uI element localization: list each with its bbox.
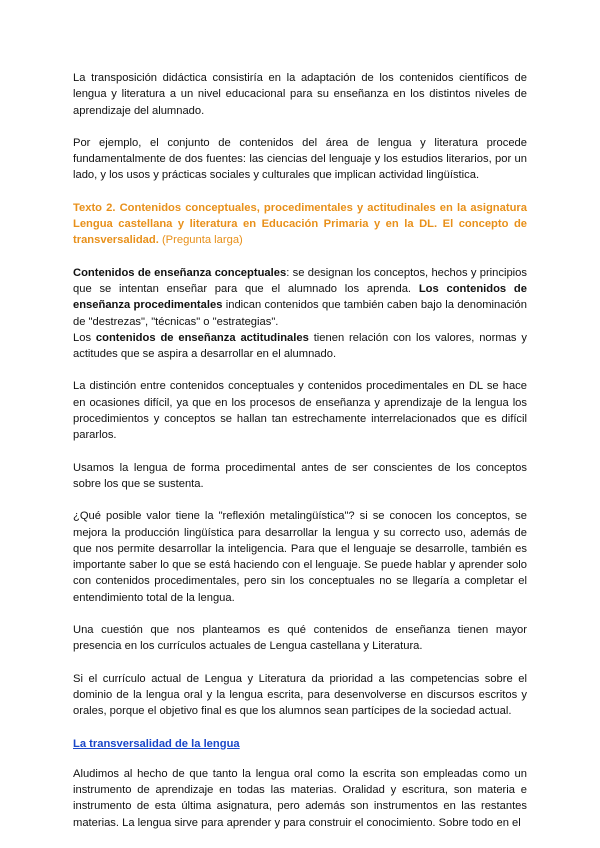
heading-title: Texto 2. Contenidos conceptuales, procedimentales y actitudinales en la asignatura Lengua castellana y literatura en Educación Primaria y en la DL. El concepto de transversalidad. [73, 201, 527, 247]
paragraph-distincion: La distinción entre contenidos conceptuales y contenidos procedimentales en DL se hace en ocasiones difícil, ya que en los procesos de enseñanza y aprendizaje de la lengua los procedimientos y conceptos se hallan tan estrechamente interrelacionados que es difícil pararlos. [73, 380, 527, 442]
paragraph-uso-procedimental: Usamos la lengua de forma procedimental antes de ser conscientes de los conceptos sobre los que se sustenta. [73, 461, 527, 490]
paragraph-transversalidad: Aludimos al hecho de que tanto la lengua oral como la escrita son empleadas como un instrumento de aprendizaje en todas las materias. Oralidad y escritura, son materia e instrumento de esta última asignatura, pero además son instrumentos en las restantes materias. La lengua sirve para aprender y para construir el conocimiento. Sobre todo en el [73, 767, 527, 829]
transversalidad-link[interactable]: La transversalidad de la lengua [73, 737, 240, 750]
paragraph-transposicion: La transposición didáctica consistiría en la adaptación de los contenidos científicos de lengua y literatura a un nivel educacional para su enseñanza en los distintos niveles de aprendizaje del alumnado. [73, 72, 527, 117]
paragraph-ejemplo: Por ejemplo, el conjunto de contenidos del área de lengua y literatura procede fundamentalmente de dos fuentes: las ciencias del lenguaje y los estudios literarios, por un lado, y los usos y prácticas sociales y culturales que implican actividad lingüística. [73, 136, 527, 182]
paragraph-reflexion-metalinguistica: ¿Qué posible valor tiene la "reflexión metalingüística"? si se conocen los conceptos, se mejora la producción lingüística para desarrollar la lengua y su correcto uso, además de que nos permite desarrollar la inteligencia. Para que el lenguaje se desarrolle, también es importante saber lo que se está haciendo con el lenguaje. Se puede hablar y aprender solo con contenidos procedimentales, pero sin los conceptuales no se llegaría a completar el entendimiento total de la lengua. [73, 510, 527, 604]
paragraph-cuestion: Una cuestión que nos planteamos es qué contenidos de enseñanza tienen mayor presencia en los currículos actuales de Lengua castellana y Literatura. [73, 624, 527, 653]
paragraph-curriculo: Si el currículo actual de Lengua y Literatura da prioridad a las competencias sobre el dominio de la lengua oral y la lengua escrita, para desenvolverse en discursos escritos y orales, porque el objetivo final es que los alumnos sean partícipes de la sociedad actual. [73, 672, 527, 718]
section-heading [73, 200, 527, 249]
paragraph-contenidos-actitudinales: Los contenidos de enseñanza actitudinales tienen relación con los valores, normas y actitudes que se aspira a desarrollar en el alumnado. [73, 331, 527, 361]
term-actitudinales: contenidos de enseñanza actitudinales [95, 331, 309, 344]
heading-note: (Pregunta larga) [161, 234, 243, 247]
term-conceptuales: Contenidos de enseñanza conceptuales [73, 266, 287, 279]
paragraph-contenidos-conceptuales: Contenidos de enseñanza conceptuales: se designan los conceptos, hechos y principios que se intentan enseñar para que el alumnado los aprenda. Los contenidos de enseñanza procedimentales indican contenidos que también caben bajo la denominación de "destrezas", "técnicas" o "estrategias". [73, 266, 527, 328]
term-procedimentales: Los contenidos de enseñanza procedimentales [73, 282, 527, 312]
